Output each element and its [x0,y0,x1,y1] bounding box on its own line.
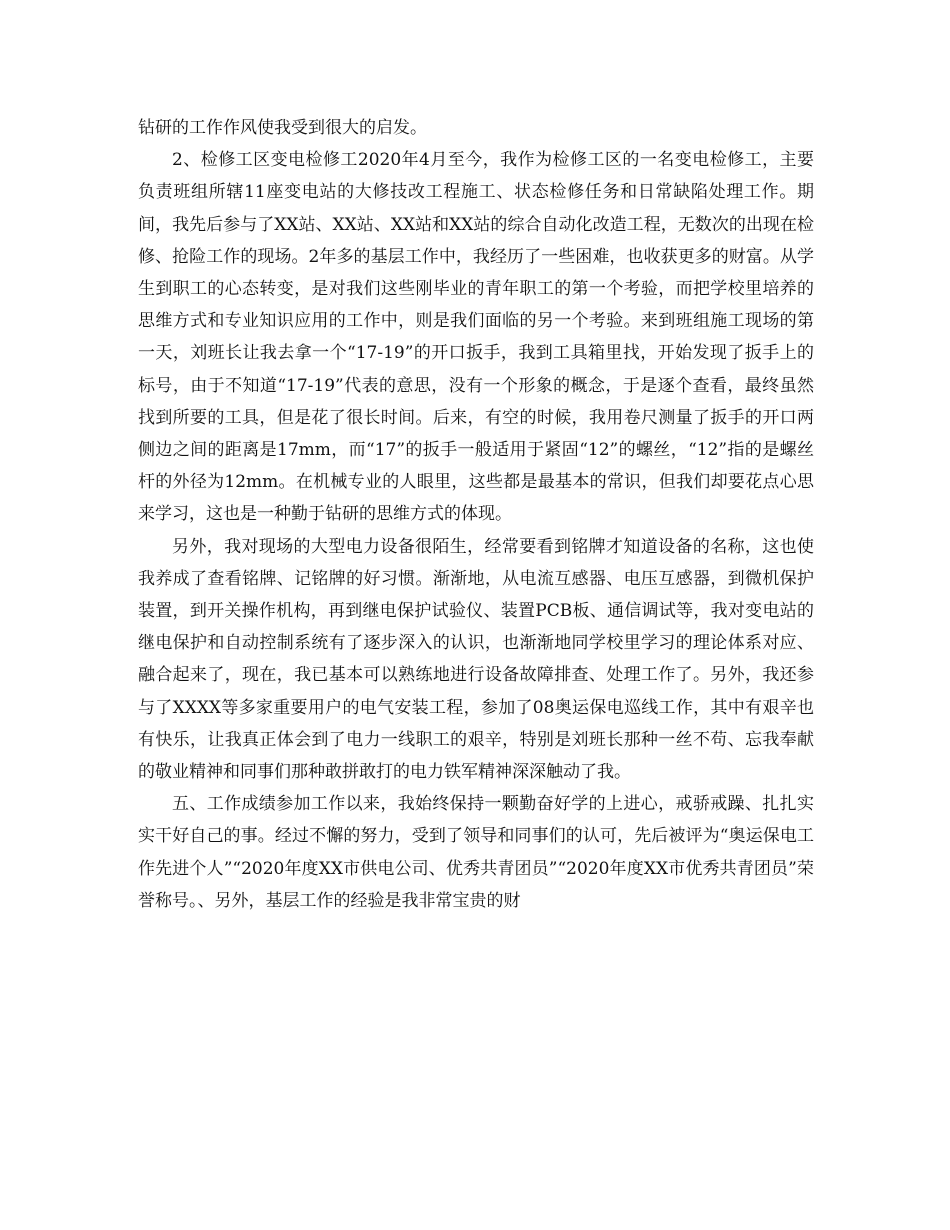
document-body [138,112,814,917]
paragraph-1: 钻研的工作作风使我受到很大的启发。 [138,118,427,138]
paragraph-4: 五、工作成绩参加工作以来，我始终保持一颗勤奋好学的上进心，戒骄戒躁、扎扎实实干好自己的事。经过不懈的努力，受到了领导和同事们的认可，先后被评为“奥运保电工作先进个人”“2020年度XX市供电公司、优秀共青团员”“2020年度XX市优秀共青团员”荣誉称号。、另外，基层工作的经验是我非常宝贵的财 [138,794,814,911]
paragraph-3: 另外，我对现场的大型电力设备很陌生，经常要看到铭牌才知道设备的名称，这也使我养成了查看铭牌、记铭牌的好习惯。渐渐地，从电流互感器、电压互感器，到微机保护装置，到开关操作机构，再到继电保护试验仪、装置PCB板、通信调试等，我对变电站的继电保护和自动控制系统有了逐步深入的认识，也渐渐地同学校里学习的理论体系对应、融合起来了，现在，我已基本可以熟练地进行设备故障排查、处理工作了。另外，我还参与了XXXX等多家重要用户的电气安装工程，参加了08奥运保电巡线工作，其中有艰辛也有快乐，让我真正体会到了电力一线职工的艰辛，特别是刘班长那种一丝不苟、忘我奉献的敬业精神和同事们那种敢拼敢打的电力铁军精神深深触动了我。 [138,536,814,783]
paragraph-2: 2、检修工区变电检修工2020年4月至今，我作为检修工区的一名变电检修工，主要负责班组所辖11座变电站的大修技改工程施工、状态检修任务和日常缺陷处理工作。期间，我先后参与了XX站、XX站、XX站和XX站的综合自动化改造工程，无数次的出现在检修、抢险工作的现场。2年多的基层工作中，我经历了一些困难，也收获更多的财富。从学生到职工的心态转变，是对我们这些刚毕业的青年职工的第一个考验，而把学校里培养的思维方式和专业知识应用的工作中，则是我们面临的另一个考验。来到班组施工现场的第一天，刘班长让我去拿一个“17-19”的开口扳手，我到工具箱里找，开始发现了扳手上的标号，由于不知道“17-19”代表的意思，没有一个形象的概念，于是逐个查看，最终虽然找到所要的工具，但是花了很长时间。后来，有空的时候，我用卷尺测量了扳手的开口两侧边之间的距离是17mm，而“17”的扳手一般适用于紧固“12”的螺丝，“12”指的是螺丝杆的外径为12mm。在机械专业的人眼里，这些都是最基本的常识，但我们却要花点心思来学习，这也是一种勤于钻研的思维方式的体现。 [138,150,814,525]
